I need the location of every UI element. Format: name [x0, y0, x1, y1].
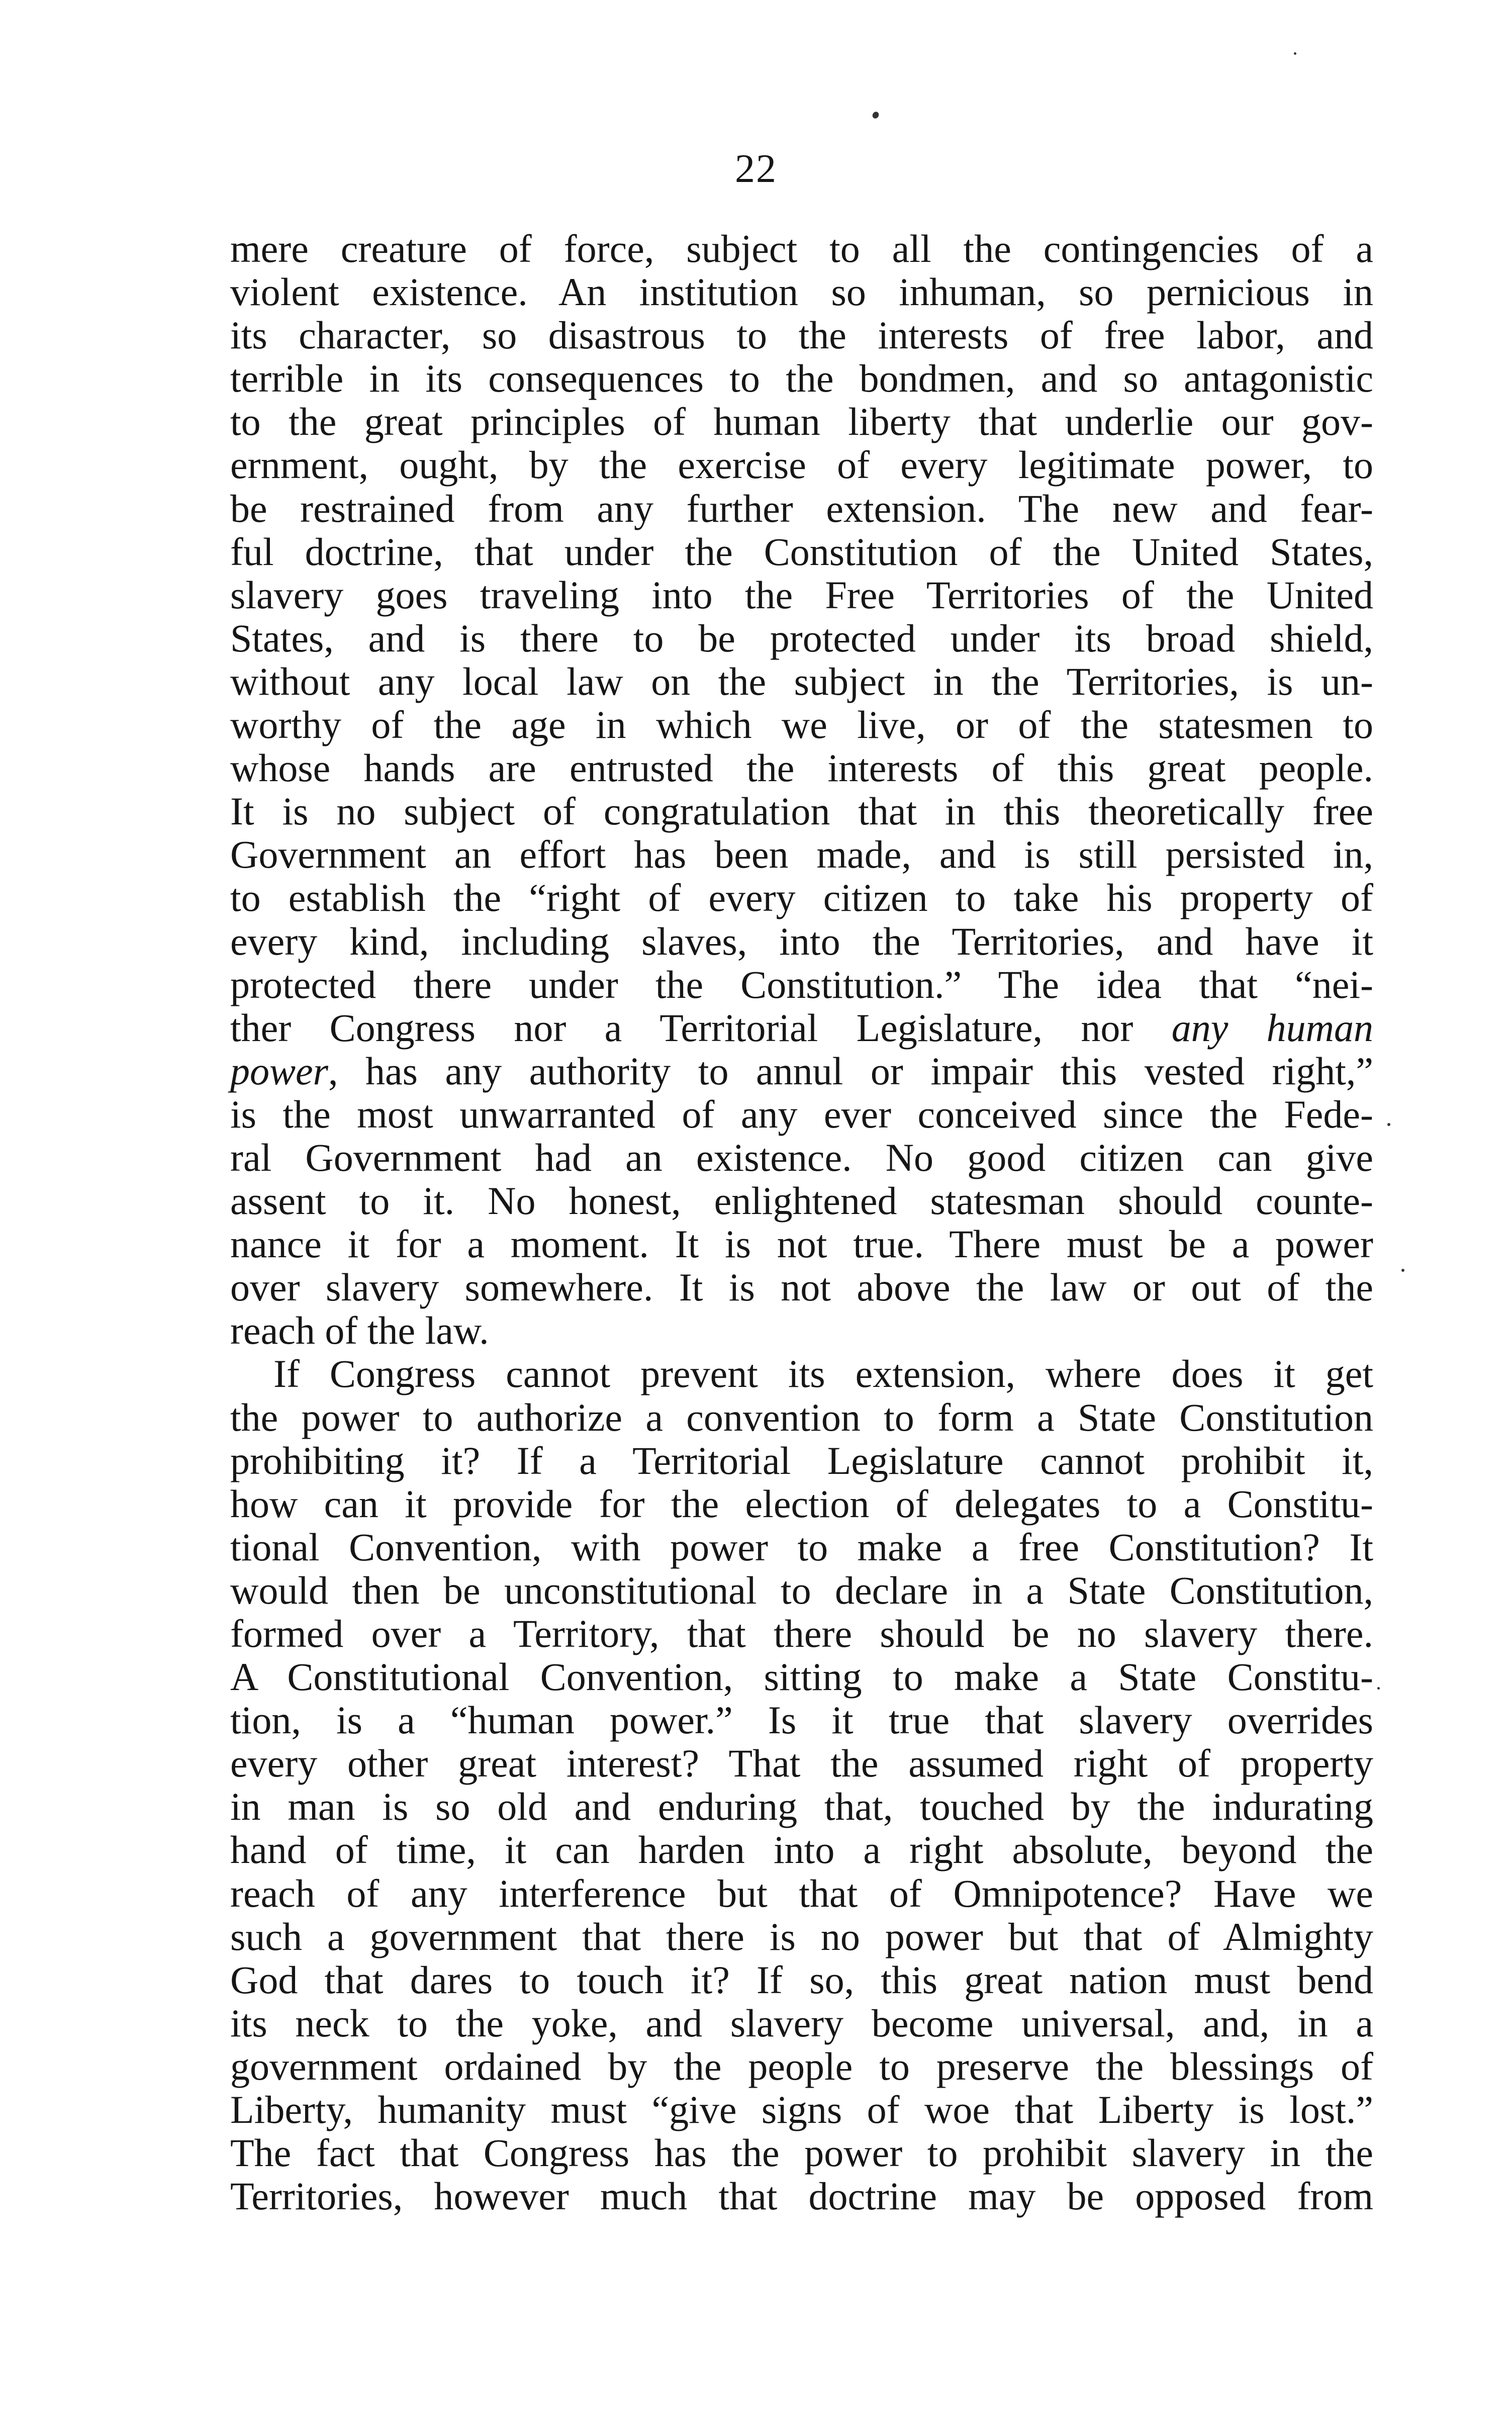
paper-speck: [1401, 1269, 1404, 1272]
italic-segment: power: [230, 1049, 328, 1093]
text-line: its neck to the yoke, and slavery become universal, and, in a: [230, 2001, 1373, 2045]
text-line: how can it provide for the election of delegates to a Constitu-: [230, 1481, 1373, 1526]
text-line: Government an effort has been made, and is still persisted in,: [230, 832, 1373, 877]
text-line: God that dares to touch it? If so, this great nation must bend: [230, 1957, 1373, 2002]
text-line: If Congress cannot prevent its extension, where does it get: [273, 1352, 1373, 1396]
text-line: prohibiting it? If a Territorial Legislature cannot prohibit it,: [230, 1438, 1373, 1482]
paper-speck: [1387, 1123, 1390, 1126]
text-line: its character, so disastrous to the interests of free labor, and: [230, 313, 1373, 357]
text-line: A Constitutional Convention, sitting to make a State Constitu-: [230, 1655, 1373, 1699]
text-line: in man is so old and enduring that, touched by the indurating: [230, 1785, 1373, 1829]
text-line: every other great interest? That the assumed right of property: [230, 1741, 1373, 1786]
text-line: nance it for a moment. It is not true. There must be a power: [230, 1222, 1373, 1266]
text-line: whose hands are entrusted the interests of this great people.: [230, 746, 1373, 790]
text-line: terrible in its consequences to the bondmen, and so antagonistic: [230, 356, 1373, 401]
text-line: tion, is a “human power.” Is it true that slavery overrides: [230, 1698, 1373, 1742]
text-line: formed over a Territory, that there should be no slavery there.: [230, 1612, 1373, 1655]
text-line: slavery goes traveling into the Free Territories of the United: [230, 573, 1373, 617]
text-line: without any local law on the subject in the Territories, is un-: [230, 659, 1373, 703]
text-line: tional Convention, with power to make a free Constitution? It: [230, 1525, 1373, 1569]
text-line: [230, 1006, 1373, 1050]
body-text: [230, 227, 1373, 2218]
text-line: mere creature of force, subject to all the contingencies of a: [230, 227, 1373, 270]
text-line: to establish the “right of every citizen to take his property of: [230, 876, 1373, 920]
paper-speck: [1377, 1687, 1380, 1690]
text-line: ernment, ought, by the exercise of every legitimate power, to: [230, 443, 1373, 487]
text-line: It is no subject of congratulation that in this theoretically free: [230, 789, 1373, 833]
paper-speck: [871, 111, 880, 120]
text-line: the power to authorize a convention to form a State Constitution: [230, 1395, 1373, 1439]
text-line: be restrained from any further extension. The new and fear-: [230, 486, 1373, 530]
text-line: protected there under the Constitution.” The idea that “nei-: [230, 962, 1373, 1006]
text-line: States, and is there to be protected under its broad shield,: [230, 616, 1373, 660]
text-line: is the most unwarranted of any ever conceived since the Fede-: [230, 1092, 1373, 1136]
text-line: violent existence. An institution so inhuman, so pernicious in: [230, 270, 1373, 314]
text-line: such a government that there is no power but that of Almighty: [230, 1914, 1373, 1958]
text-line: would then be unconstitutional to declare in a State Constitution,: [230, 1568, 1373, 1612]
text-line: government ordained by the people to preserve the blessings of: [230, 2044, 1373, 2088]
text-line: worthy of the age in which we live, or of the statesmen to: [230, 703, 1373, 747]
text-line: ful doctrine, that under the Constitution of the United States,: [230, 529, 1373, 574]
text-line: over slavery somewhere. It is not above the law or out of the: [230, 1265, 1373, 1310]
text-line: Territories, however much that doctrine may be opposed from: [230, 2174, 1373, 2218]
text-segment: ther Congress nor a Territorial Legislature, nor: [230, 1005, 1172, 1050]
italic-segment: any human: [1171, 1005, 1373, 1050]
text-line: Liberty, humanity must “give signs of woe that Liberty is lost.”: [230, 2088, 1373, 2132]
text-line: reach of the law.: [230, 1309, 489, 1353]
text-line: to the great principles of human liberty that underlie our gov-: [230, 400, 1373, 444]
text-line: hand of time, it can harden into a right absolute, beyond the: [230, 1828, 1373, 1872]
text-line: The fact that Congress has the power to prohibit slavery in the: [230, 2131, 1373, 2175]
text-line: [230, 1050, 1373, 1093]
paper-speck: [1294, 52, 1296, 55]
text-line: reach of any interference but that of Omnipotence? Have we: [230, 1871, 1373, 1915]
text-segment: , has any authority to annul or impair this vested right,”: [328, 1049, 1373, 1093]
text-line: ral Government had an existence. No good citizen can give: [230, 1135, 1373, 1179]
text-line: every kind, including slaves, into the Territories, and have it: [230, 919, 1373, 963]
text-line: assent to it. No honest, enlightened statesman should counte-: [230, 1179, 1373, 1223]
page-number: 22: [735, 147, 777, 191]
